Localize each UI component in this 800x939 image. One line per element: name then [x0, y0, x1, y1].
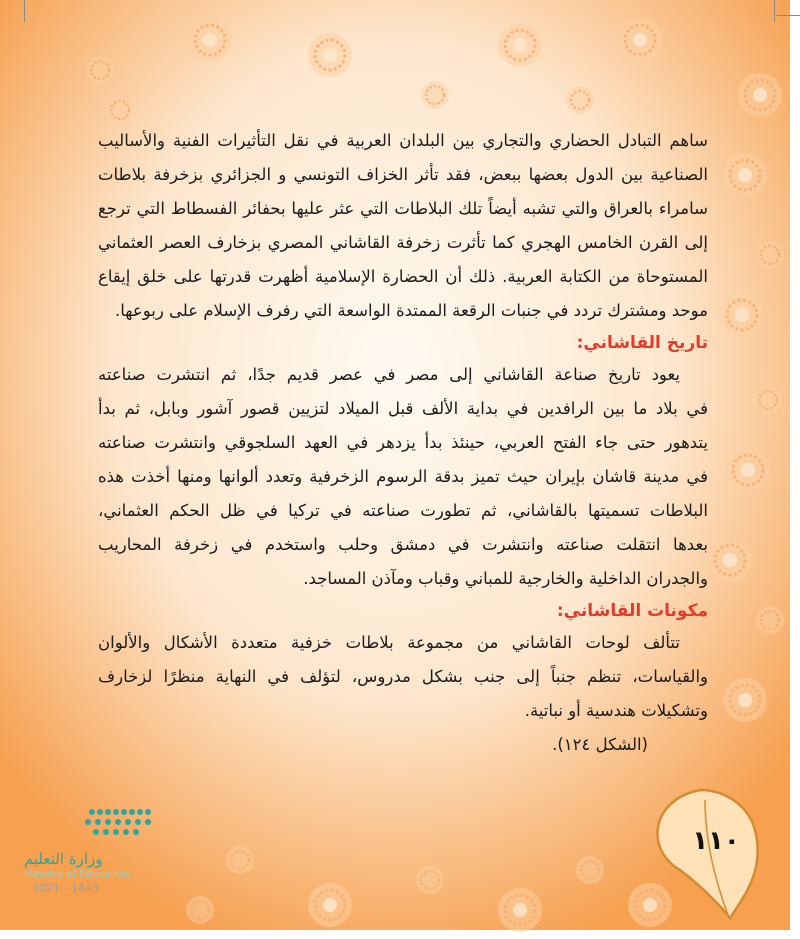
ministry-name-english: Ministry of Education [24, 869, 130, 880]
heading-kashani-history: تاريخ القاشاني: [576, 333, 708, 353]
text-line: والجدران الداخلية والخارجية للمباني وقباب ومآذن المساجد. [303, 569, 708, 588]
text-line: موحد ومشترك تردد في جنبات الرقعة الممتدة الواسعة التي رفرف الإسلام على ربوعها. [114, 301, 708, 320]
heading-kashani-components: مكونات القاشاني: [556, 601, 708, 621]
text-line: تتألف لوحات القاشاني من مجموعة بلاطات خزفية متعددة الأشكال والألوان [98, 633, 680, 652]
edition-year: 2021 - 1443 [32, 882, 99, 895]
text-line: الصناعية بين الدول بعضها ببعض، فقد تأثر الخزاف التونسي و الجزائري بزخرفة بلاطات [98, 165, 708, 184]
text-line: بعدها انتقلت صناعته وانتشرت في دمشق وحلب واستخدم في زخرفة المحاريب [98, 535, 708, 554]
text-line: في مدينة قاشان بإيران حيث تميز بدقة الرسوم الزخرفية وتعدد ألوانها ومنها أخذت هذه [98, 467, 708, 486]
ministry-name-arabic: وزارة التعليم [24, 850, 103, 868]
crop-mark-top-right [774, 0, 775, 22]
paragraph-intro [98, 124, 708, 762]
text-line: والقياسات، تنظم جنباً إلى جنب بشكل مدروس، لتؤلف في النهاية منظرًا لزخارف [98, 667, 708, 686]
text-line: وتشكيلات هندسية أو نباتية. [524, 701, 708, 720]
text-line: يتدهور حتى جاء الفتح العربي، حينئذ بدأ يزدهر في العهد السلجوقي وانتشرت صناعته [98, 433, 708, 452]
text-line: البلاطات تسميتها بالقاشاني، ثم تطورت صناعته في تركيا في ظل الحكم العثماني، [98, 501, 708, 520]
text-line: يعود تاريخ صناعة القاشاني إلى مصر في عصر قديم جدًا، ثم انتشرت صناعته [98, 365, 680, 384]
crop-mark-right [776, 15, 800, 16]
text-line: إلى القرن الخامس الهجري كما تأثرت زخرفة القاشاني المصري بزخارف العصر العثماني [98, 233, 708, 252]
text-line: المستوحاة من الكتابة العربية. ذلك أن الحضارة الإسلامية أظهرت قدرتها على خلق إيقاع [98, 267, 708, 286]
figure-reference: (الشكل ١٢٤). [552, 735, 648, 754]
crop-mark-top-left [24, 0, 25, 22]
text-line: ساهم التبادل الحضاري والتجاري بين البلدان العربية في نقل التأثيرات الفنية والأساليب [98, 131, 708, 150]
text-line: سامراء بالعراق والتي تشبه أيضاً تلك البلاطات التي عثر عليها بحفائر الفسطاط التي ترجع [98, 199, 708, 218]
text-line: في بلاد ما بين الرافدين في بداية الألف قبل الميلاد لتزيين قصور آشور وبابل، ثم بدأ [98, 399, 708, 418]
page-number: ١١٠ [692, 826, 740, 856]
